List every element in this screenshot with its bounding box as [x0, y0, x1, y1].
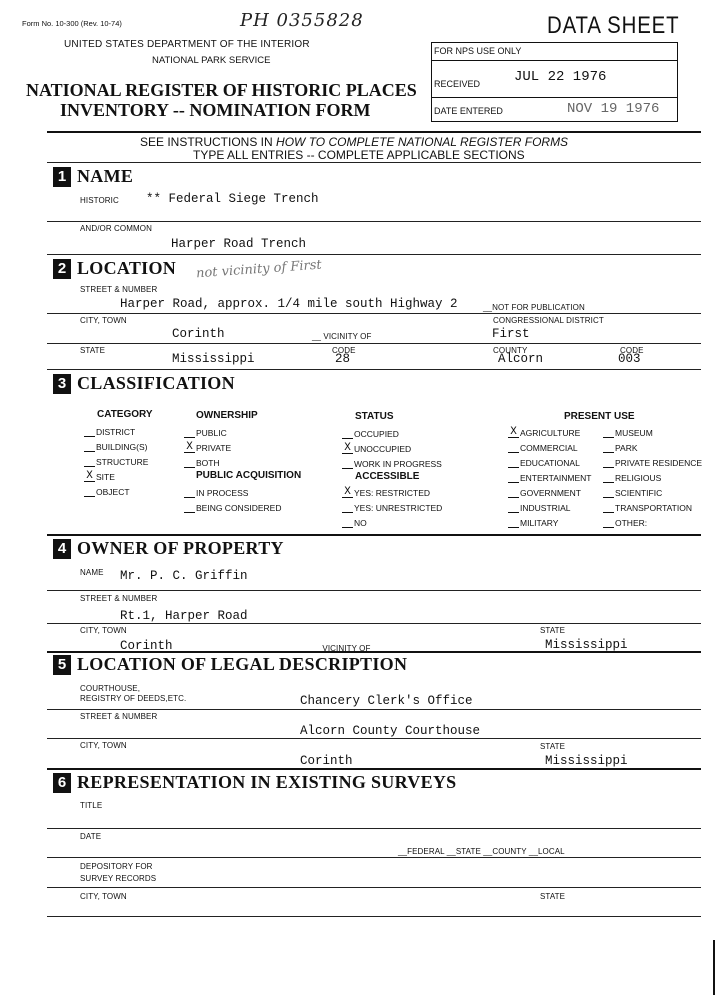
owner-name-label: NAME [80, 568, 104, 577]
option-label: WORK IN PROGRESS [354, 459, 442, 469]
instructions-line2: TYPE ALL ENTRIES -- COMPLETE APPLICABLE SECTIONS [193, 148, 525, 162]
option-label: OBJECT [96, 487, 130, 497]
owner-city-label: CITY, TOWN [80, 626, 127, 635]
option-label: EDUCATIONAL [520, 458, 580, 468]
survey-level-options: __FEDERAL __STATE __COUNTY __LOCAL [398, 847, 565, 856]
status-option[interactable] [342, 429, 399, 439]
county-code-label: CODE [620, 346, 644, 355]
use-option[interactable] [603, 428, 653, 438]
checkmark [508, 482, 519, 483]
option-label: YES: UNRESTRICTED [354, 503, 443, 513]
section-1-number: 1 [53, 167, 71, 187]
form-title-line2: INVENTORY -- NOMINATION FORM [60, 100, 371, 120]
checkmark: X [184, 443, 195, 453]
legal-state-label: STATE [540, 742, 566, 751]
date-entered-stamp: NOV 19 1976 [567, 101, 660, 117]
not-for-publication: __NOT FOR PUBLICATION [483, 303, 585, 312]
congressional-district-value: First [492, 327, 530, 341]
data-sheet-label: DATA SHEET [547, 12, 680, 39]
section-1-divider [47, 221, 701, 222]
received-label: RECEIVED [434, 79, 481, 89]
checkmark [603, 482, 614, 483]
nps-use-only-label: FOR NPS USE ONLY [434, 46, 522, 56]
use-option[interactable] [508, 443, 578, 453]
option-label: INDUSTRIAL [520, 503, 571, 513]
category-option[interactable] [84, 487, 130, 497]
option-label: RELIGIOUS [615, 473, 662, 483]
category-option[interactable] [84, 472, 115, 482]
legal-street-line [47, 738, 701, 739]
page-edge-mark [713, 940, 715, 995]
public-acquisition-header: PUBLIC ACQUISITION [196, 470, 302, 481]
survey-date-line [47, 857, 701, 858]
checkmark [342, 527, 353, 528]
category-header: CATEGORY [97, 409, 153, 420]
date-entered-label: DATE ENTERED [434, 106, 503, 116]
county-code-value: 003 [618, 352, 641, 366]
checkmark [184, 497, 195, 498]
owner-street-label: STREET & NUMBER [80, 594, 158, 603]
section-4-number: 4 [53, 539, 71, 559]
ownership-option[interactable] [184, 443, 231, 453]
instructions-line1 [140, 135, 568, 149]
depository-label-2: SURVEY RECORDS [80, 874, 157, 883]
use-option[interactable] [508, 518, 558, 528]
instructions-prefix: SEE INSTRUCTIONS IN [140, 135, 273, 149]
option-label: AGRICULTURE [520, 428, 581, 438]
section-5-number: 5 [53, 655, 71, 675]
use-option[interactable] [508, 503, 571, 513]
owner-street-line [47, 623, 701, 624]
option-label: PARK [615, 443, 638, 453]
checkmark [508, 467, 519, 468]
use-option[interactable] [603, 458, 702, 468]
checkmark [84, 436, 95, 437]
historic-label: HISTORIC [80, 196, 119, 205]
use-option[interactable] [603, 503, 692, 513]
option-label: SITE [96, 472, 115, 482]
checkmark [508, 452, 519, 453]
use-option[interactable] [508, 458, 580, 468]
owner-name-value: Mr. P. C. Griffin [120, 569, 248, 583]
county-label: COUNTY [493, 346, 528, 355]
checkmark [508, 512, 519, 513]
common-name-label: AND/OR COMMON [80, 224, 152, 233]
state-code-value: 28 [335, 352, 351, 366]
common-name-value: Harper Road Trench [171, 237, 307, 251]
instructions-divider [47, 162, 701, 163]
section-4-title: OWNER OF PROPERTY [77, 538, 284, 558]
option-label: PRIVATE RESIDENCE [615, 458, 703, 468]
location-vicinity-label: __ VICINITY OF [312, 332, 372, 341]
nps-date-entered-row [432, 99, 677, 121]
checkmark: X [508, 428, 519, 438]
instructions-italic: HOW TO COMPLETE NATIONAL REGISTER FORMS [276, 135, 569, 149]
section-3-end-line [47, 534, 701, 536]
checkmark [603, 467, 614, 468]
legal-city-value: Corinth [300, 754, 353, 768]
option-label: DISTRICT [96, 427, 136, 437]
checkmark [184, 437, 195, 438]
survey-state-label: STATE [540, 892, 566, 901]
header-divider [47, 131, 701, 133]
checkmark [508, 497, 519, 498]
ownership-option[interactable] [184, 458, 220, 468]
checkmark: X [84, 472, 95, 482]
section-4-end-line [47, 651, 701, 653]
option-label: ENTERTAINMENT [520, 473, 592, 483]
nps-header-row [432, 43, 677, 61]
owner-vicinity-label: __ VICINITY OF [311, 644, 371, 653]
checkmark [603, 527, 614, 528]
accessible-header: ACCESSIBLE [355, 471, 420, 482]
option-label: NO [354, 518, 367, 528]
owner-state-label: STATE [540, 626, 566, 635]
checkmark [184, 512, 195, 513]
section-1-title: NAME [77, 166, 134, 186]
option-label: BEING CONSIDERED [196, 503, 282, 513]
checkmark [342, 438, 353, 439]
legal-state-value: Mississippi [545, 754, 628, 768]
section-6-number: 6 [53, 773, 71, 793]
use-option[interactable] [508, 488, 581, 498]
location-state-label: STATE [80, 346, 106, 355]
section-5-title: LOCATION OF LEGAL DESCRIPTION [77, 654, 408, 674]
location-street-line [47, 313, 701, 314]
courthouse-label-1: COURTHOUSE, [80, 684, 141, 693]
option-label: MUSEUM [615, 428, 653, 438]
section-5-end-line [47, 768, 701, 770]
status-option[interactable] [342, 444, 411, 454]
option-label: BUILDING(S) [96, 442, 148, 452]
courthouse-value: Chancery Clerk's Office [300, 694, 473, 708]
courthouse-line [47, 709, 701, 710]
received-stamp: JUL 22 1976 [514, 69, 607, 85]
category-option[interactable] [84, 427, 135, 437]
section-6-title: REPRESENTATION IN EXISTING SURVEYS [77, 772, 457, 792]
checkmark [184, 467, 195, 468]
legal-street-value: Alcorn County Courthouse [300, 724, 481, 738]
owner-name-line [47, 590, 701, 591]
form-number: Form No. 10-300 (Rev. 10-74) [22, 19, 122, 28]
nps-received-row [432, 61, 677, 98]
location-city-label: CITY, TOWN [80, 316, 127, 325]
state-code-label: CODE [332, 346, 356, 355]
congressional-district-label: CONGRESSIONAL DISTRICT [493, 316, 604, 325]
historic-value: ** Federal Siege Trench [146, 192, 319, 206]
survey-date-label: DATE [80, 832, 102, 841]
accessible-option[interactable] [342, 503, 442, 513]
category-option[interactable] [84, 457, 148, 467]
depository-line [47, 887, 701, 888]
handwritten-reference: PH 0355828 [240, 10, 364, 31]
option-label: OTHER: [615, 518, 648, 528]
county-value: Alcorn [498, 352, 544, 366]
location-city-line [47, 343, 701, 344]
option-label: MILITARY [520, 518, 559, 528]
use-option[interactable] [603, 488, 662, 498]
checkmark [603, 512, 614, 513]
use-option[interactable] [603, 518, 647, 528]
legal-street-label: STREET & NUMBER [80, 712, 158, 721]
depository-label-1: DEPOSITORY FOR [80, 862, 153, 871]
checkmark: X [342, 444, 353, 454]
option-label: SCIENTIFIC [615, 488, 663, 498]
checkmark [603, 497, 614, 498]
service-name: NATIONAL PARK SERVICE [152, 55, 271, 66]
checkmark: X [342, 488, 353, 498]
option-label: GOVERNMENT [520, 488, 581, 498]
use-option[interactable] [603, 473, 661, 483]
acquisition-option[interactable] [184, 488, 248, 498]
checkmark [84, 496, 95, 497]
section-6-end-line [47, 916, 701, 917]
location-state-value: Mississippi [172, 352, 255, 366]
option-label: BOTH [196, 458, 220, 468]
use-option[interactable] [603, 443, 638, 453]
nps-use-box [431, 42, 678, 122]
section-3-title: CLASSIFICATION [77, 373, 235, 393]
option-label: TRANSPORTATION [615, 503, 692, 513]
legal-city-label: CITY, TOWN [80, 741, 127, 750]
acquisition-option[interactable] [184, 503, 282, 513]
survey-title-label: TITLE [80, 801, 103, 810]
option-label: YES: RESTRICTED [354, 488, 431, 498]
status-option[interactable] [342, 459, 442, 469]
department-name: UNITED STATES DEPARTMENT OF THE INTERIOR [64, 39, 310, 50]
checkmark [84, 451, 95, 452]
section-2-number: 2 [53, 259, 71, 279]
checkmark [342, 468, 353, 469]
location-street-value: Harper Road, approx. 1/4 mile south Highway 2 [120, 297, 458, 311]
present-use-header: PRESENT USE [564, 411, 635, 422]
section-1-end-line [47, 254, 701, 255]
option-label: OCCUPIED [354, 429, 399, 439]
checkmark [603, 437, 614, 438]
option-label: PRIVATE [196, 443, 232, 453]
owner-city-value: Corinth [120, 639, 173, 653]
location-street-label: STREET & NUMBER [80, 285, 158, 294]
form-title-line1: NATIONAL REGISTER OF HISTORIC PLACES [26, 80, 417, 100]
location-city-value: Corinth [172, 327, 225, 341]
option-label: PUBLIC [196, 428, 227, 438]
ownership-option[interactable] [184, 428, 227, 438]
status-header: STATUS [355, 411, 394, 422]
section-2-title: LOCATION [77, 258, 177, 278]
ownership-header: OWNERSHIP [196, 410, 258, 421]
category-option[interactable] [84, 442, 147, 452]
checkmark [342, 512, 353, 513]
owner-state-value: Mississippi [545, 638, 628, 652]
section-2-end-line [47, 369, 701, 370]
option-label: UNOCCUPIED [354, 444, 412, 454]
handwritten-annotation: not vicinity of First [195, 257, 323, 282]
use-option[interactable] [508, 473, 591, 483]
accessible-option[interactable] [342, 518, 367, 528]
accessible-option[interactable] [342, 488, 430, 498]
option-label: STRUCTURE [96, 457, 149, 467]
section-3-number: 3 [53, 374, 71, 394]
survey-city-label: CITY, TOWN [80, 892, 127, 901]
option-label: IN PROCESS [196, 488, 249, 498]
use-option[interactable] [508, 428, 580, 438]
survey-title-line [47, 828, 701, 829]
checkmark [508, 527, 519, 528]
checkmark [84, 466, 95, 467]
option-label: COMMERCIAL [520, 443, 578, 453]
checkmark [603, 452, 614, 453]
owner-street-value: Rt.1, Harper Road [120, 609, 248, 623]
courthouse-label-2: REGISTRY OF DEEDS,ETC. [80, 694, 187, 703]
